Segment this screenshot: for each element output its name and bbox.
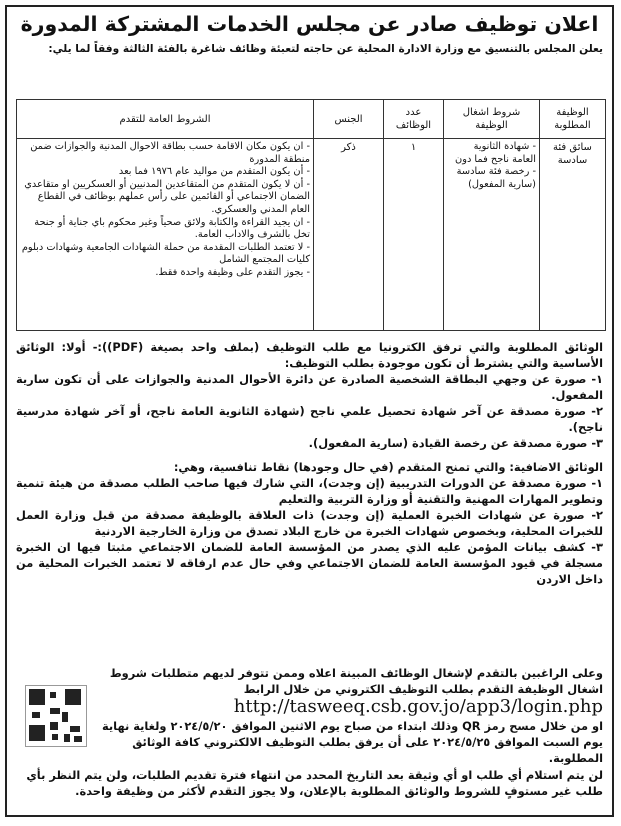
extra-heading: الوثائق الاضافية: والتي تمنح المتقدم (في حال وجودها) نقاط تنافسية، وهي: bbox=[173, 460, 603, 474]
cell-conditions bbox=[444, 139, 540, 331]
application-link[interactable]: http://tasweeq.csb.gov.jo/app3/login.php bbox=[233, 696, 603, 717]
header-gender: الجنس bbox=[314, 100, 384, 139]
doc-item: ٣- صورة مصدقة عن رخصة القيادة (سارية المفعول). bbox=[308, 436, 603, 450]
condition-item: - شهادة الثانوية العامة ناجح فما دون bbox=[455, 141, 536, 165]
cell-general bbox=[17, 139, 314, 331]
final-notice: لن يتم استلام أي طلب او أي وثيقة بعد التاريخ المحدد من انتهاء فترة تقديم الطلبات، ولن يتم النظر بأي طلب غير مستوفٍ للشروط والوثائق المطلوبة بالإعلان، ولا يجوز التقدم لأكثر من وظيفة واحدة. bbox=[26, 768, 603, 798]
header-general: الشروط العامة للتقدم bbox=[17, 100, 314, 139]
extra-item: ١- صورة مصدقة عن الدورات التدريبية (إن وجدت)، التي شارك فيها صاحب الطلب مصدقة من هيئة تنمية وتطوير المهارات المهنية والتقنية أو وزارة التربية والتعليم bbox=[16, 476, 603, 506]
cell-job: سائق فئة سادسة bbox=[540, 139, 606, 331]
documents-section bbox=[16, 339, 603, 587]
table-header-row bbox=[17, 100, 606, 139]
jobs-table bbox=[16, 99, 606, 331]
general-item: - ان يكون مكان الاقامة حسب بطاقة الاحوال المدنية والجوازات ضمن منطقة المدورة bbox=[30, 141, 310, 165]
page-title: اعلان توظيف صادر عن مجلس الخدمات المشتركة المدورة bbox=[20, 12, 599, 36]
extra-item: ٣- كشف بيانات المؤمن عليه الذي يصدر من المؤسسة العامة للضمان الاجتماعي مثبتا فيها ان الخبرة مسجلة في قيود المؤسسة العامة للضمان الاجتماعي وفي حال عدم ارفاقه لا تعتمد الخبرات المحلية من داخل الاردن bbox=[16, 540, 603, 586]
apply-section bbox=[95, 665, 603, 766]
general-item: - يجوز التقدم على وظيفة واحدة فقط. bbox=[155, 266, 310, 278]
announcement-frame bbox=[5, 5, 614, 817]
apply-text: وعلى الراغبين بالتقدم لإشغال الوظائف المبينة اعلاه وممن تتوفر لديهم متطلبات شروط اشغال الوظيفة التقدم بطلب التوظيف الكتروني من خلال الرابط bbox=[109, 666, 603, 696]
header-job: الوظيفة المطلوبة bbox=[540, 100, 606, 139]
header-count: عدد الوظائف bbox=[384, 100, 444, 139]
cell-gender: ذكر bbox=[314, 139, 384, 331]
header-conditions: شروط اشغال الوظيفة bbox=[444, 100, 540, 139]
cell-count: ١ bbox=[384, 139, 444, 331]
qr-code[interactable] bbox=[25, 685, 87, 747]
intro-text: يعلن المجلس بالتنسيق مع وزارة الادارة المحلية عن حاجته لتعبئة وظائف شاغرة بالفئة الثالثة وفقاً لما يلي: bbox=[48, 43, 603, 55]
extra-item: ٢- صورة عن شهادات الخبرة العملية (إن وجدت) ذات العلاقة بالوظيفة مصدقة من قبل وزارة العمل للخبرات المحلية، وبخصوص شهادات الخبرة من خارج البلاد تصدق من وزارة الخارجية الاردنية bbox=[16, 508, 603, 538]
doc-item: ١- صورة عن وجهي البطاقة الشخصية الصادرة عن دائرة الأحوال المدنية والجوازات على أن تكون سارية المفعول. bbox=[16, 372, 603, 402]
doc-item: ٢- صورة مصدقة عن آخر شهادة تحصيل علمي ناجح (شهادة الثانوية العامة ناجح، أو آخر شهادة مدرسية ناجح). bbox=[16, 404, 603, 434]
table-row bbox=[17, 139, 606, 331]
general-item: - ان يجيد القراءة والكتابة ولائق صحياً وغير محكوم باي جناية أو جنحة تخل بالشرف والاداب العامة. bbox=[34, 216, 310, 241]
general-item: - أن يكون المتقدم من مواليد عام ١٩٧٦ فما بعد bbox=[118, 166, 310, 178]
general-item: - أن لا يكون المتقدم من المتقاعدين المدنيين أو العسكريين او متقاعدي الضمان الاجتماعي أو القائمين على رأس عملهم بوظائف في القطاع العام المدني والعسكري. bbox=[24, 178, 310, 215]
apply-dates-text: او من خلال مسح رمز QR وذلك ابتداء من صباح يوم الاثنين الموافق ٢٠٢٤/٥/٢٠ ولغاية نهاية يوم السبت الموافق ٢٠٢٤/٥/٢٥ على أن يرفق بطلب التوظيف الالكتروني كافة الوثائق المطلوبة. bbox=[101, 719, 603, 765]
condition-item: - رخصة فئة سادسة (سارية المفعول) bbox=[456, 166, 536, 190]
general-item: - لا تعتمد الطلبات المقدمة من حملة الشهادات الجامعية وشهادات دبلوم كليات المجتمع الشامل bbox=[21, 241, 310, 266]
docs-heading: الوثائق المطلوبة والتي ترفق الكترونيا مع طلب التوظيف (بملف واحد بصيغة (PDF)):- أولا: الوثائق الأساسية والتي يشترط أن تكون موجودة بطلب التوظيف: bbox=[16, 340, 603, 370]
